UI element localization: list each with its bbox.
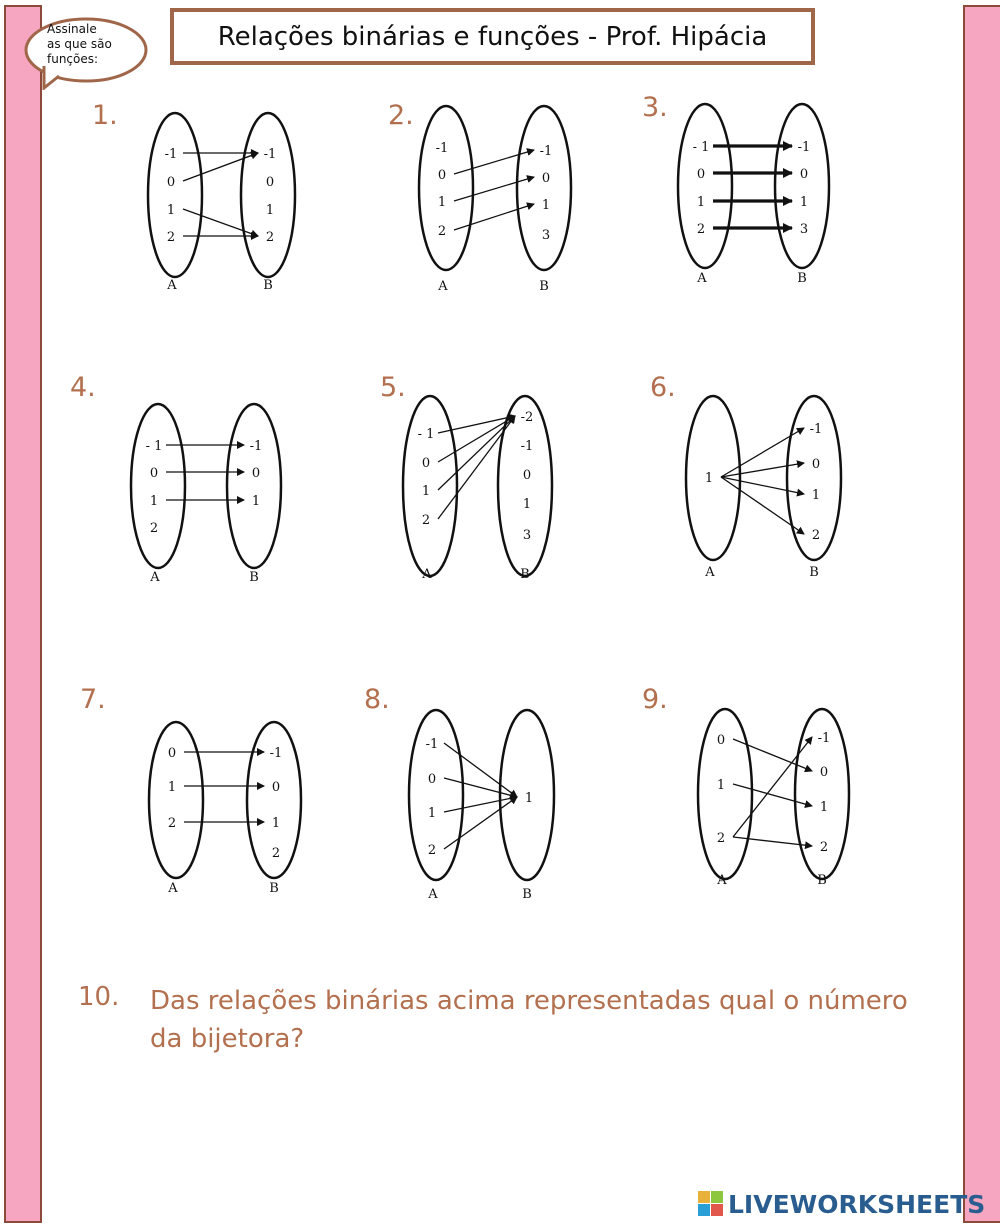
- set-b-name: B: [539, 279, 549, 294]
- question-10-text: Das relações binárias acima representadas qual o número da bijetora?: [150, 986, 908, 1054]
- domain-element: 1: [166, 203, 176, 218]
- codomain-element: -1: [269, 746, 283, 761]
- domain-element: 0: [716, 733, 726, 748]
- set-a-name: A: [167, 278, 177, 293]
- codomain-element: 3: [541, 228, 551, 243]
- codomain-element: -1: [809, 422, 823, 437]
- mapping-arrow: [454, 177, 534, 201]
- codomain-element: 1: [811, 488, 821, 503]
- set-a-name: A: [705, 565, 715, 580]
- domain-element: 0: [149, 466, 159, 481]
- liveworksheets-logo: [698, 1188, 985, 1220]
- codomain-element: 0: [522, 468, 532, 483]
- set-a-ellipse: [678, 104, 732, 268]
- codomain-element: 2: [811, 528, 821, 543]
- domain-element: 1: [149, 494, 159, 509]
- diagram-1: [148, 113, 295, 293]
- set-b-ellipse: [227, 404, 281, 568]
- diagram-number-8: 8.: [364, 684, 390, 715]
- domain-element: 0: [166, 175, 176, 190]
- codomain-element: 0: [799, 167, 809, 182]
- set-b-name: B: [269, 881, 279, 896]
- codomain-element: 0: [819, 765, 829, 780]
- mapping-arrow: [444, 778, 517, 797]
- set-a-name: A: [438, 279, 448, 294]
- diagram-5: [403, 396, 552, 582]
- codomain-element: 0: [251, 466, 261, 481]
- domain-element: 2: [421, 513, 431, 528]
- codomain-element: 0: [271, 780, 281, 795]
- domain-element: -1: [164, 147, 178, 162]
- domain-element: 1: [696, 195, 706, 210]
- set-a-name: A: [428, 887, 438, 902]
- set-a-name: A: [422, 567, 432, 582]
- domain-element: 0: [437, 168, 447, 183]
- set-a-ellipse: [419, 106, 473, 270]
- diagram-number-7: 7.: [80, 684, 106, 715]
- instruction-line: funções:: [47, 52, 99, 66]
- set-b-name: B: [809, 565, 819, 580]
- set-b-name: B: [520, 567, 530, 582]
- domain-element: - 1: [417, 427, 435, 442]
- diagram-8: [409, 710, 554, 902]
- domain-element: 2: [427, 843, 437, 858]
- diagram-4: [131, 404, 281, 585]
- domain-element: 1: [421, 484, 431, 499]
- codomain-element: 3: [799, 222, 809, 237]
- set-a-ellipse: [131, 404, 185, 568]
- codomain-element: 1: [819, 800, 829, 815]
- domain-element: 1: [716, 778, 726, 793]
- codomain-element: 1: [251, 494, 261, 509]
- mapping-arrow: [444, 743, 517, 797]
- domain-element: 2: [166, 230, 176, 245]
- domain-element: 2: [167, 816, 177, 831]
- diagram-9: [698, 709, 849, 888]
- domain-element: 2: [437, 224, 447, 239]
- codomain-element: 0: [541, 171, 551, 186]
- set-b-ellipse: [517, 106, 571, 270]
- domain-element: 0: [696, 167, 706, 182]
- diagram-2: [419, 106, 571, 294]
- codomain-element: -1: [520, 439, 534, 454]
- domain-element: 0: [427, 772, 437, 787]
- codomain-element: 1: [541, 198, 551, 213]
- diagram-number-2: 2.: [388, 100, 414, 131]
- codomain-element: -1: [539, 144, 553, 159]
- codomain-element: 2: [819, 840, 829, 855]
- domain-element: 1: [437, 195, 447, 210]
- logo-text: LIVEWORKSHEETS: [728, 1189, 986, 1219]
- set-b-name: B: [817, 873, 827, 888]
- codomain-element: 2: [271, 846, 281, 861]
- domain-element: - 1: [145, 439, 163, 454]
- domain-element: 0: [167, 746, 177, 761]
- mapping-arrow: [454, 150, 534, 174]
- diagram-7: [149, 722, 301, 896]
- liveworksheets-logo-icon: [698, 1191, 724, 1217]
- codomain-element: 0: [811, 457, 821, 472]
- mapping-arrow: [438, 416, 515, 519]
- instruction-line: Assinale: [47, 22, 97, 36]
- diagram-number-3: 3.: [642, 92, 668, 123]
- codomain-element: -1: [797, 140, 811, 155]
- diagram-3: [678, 104, 829, 286]
- set-a-name: A: [168, 881, 178, 896]
- codomain-element: -1: [817, 731, 831, 746]
- set-a-name: A: [717, 873, 727, 888]
- codomain-element: 1: [265, 203, 275, 218]
- diagram-number-6: 6.: [650, 372, 676, 403]
- answer-input[interactable]: [150, 1072, 370, 1114]
- domain-element: 2: [696, 222, 706, 237]
- domain-element: 1: [704, 471, 714, 486]
- domain-element: -1: [435, 141, 449, 156]
- codomain-element: 3: [522, 528, 532, 543]
- set-a-ellipse: [148, 113, 202, 277]
- mapping-arrow: [183, 153, 258, 181]
- diagram-number-5: 5.: [380, 372, 406, 403]
- codomain-element: 1: [271, 816, 281, 831]
- codomain-element: -2: [520, 410, 534, 425]
- question-10-number: 10.: [78, 982, 120, 1012]
- domain-element: -1: [425, 737, 439, 752]
- set-b-name: B: [797, 271, 807, 286]
- domain-element: 1: [167, 780, 177, 795]
- codomain-element: 1: [522, 497, 532, 512]
- set-a-name: A: [697, 271, 707, 286]
- codomain-element: -1: [263, 147, 277, 162]
- domain-element: - 1: [692, 140, 710, 155]
- diagram-number-1: 1.: [92, 100, 118, 131]
- mapping-arrow: [183, 209, 258, 236]
- codomain-element: 1: [524, 791, 534, 806]
- diagram-6: [686, 396, 841, 580]
- set-b-name: B: [249, 570, 259, 585]
- domain-element: 2: [149, 521, 159, 536]
- domain-element: 2: [716, 831, 726, 846]
- page-title: Relações binárias e funções - Prof. Hipácia: [217, 21, 768, 52]
- set-a-name: A: [150, 570, 160, 585]
- diagram-number-9: 9.: [642, 684, 668, 715]
- codomain-element: 0: [265, 175, 275, 190]
- codomain-element: 2: [265, 230, 275, 245]
- domain-element: 0: [421, 456, 431, 471]
- set-b-name: B: [522, 887, 532, 902]
- codomain-element: 1: [799, 195, 809, 210]
- instruction-line: as que são: [47, 37, 112, 51]
- mapping-arrow: [454, 204, 534, 230]
- set-b-name: B: [263, 278, 273, 293]
- domain-element: 1: [427, 806, 437, 821]
- diagram-number-4: 4.: [70, 372, 96, 403]
- codomain-element: -1: [249, 439, 263, 454]
- set-b-ellipse: [775, 104, 829, 268]
- set-b-ellipse: [241, 113, 295, 277]
